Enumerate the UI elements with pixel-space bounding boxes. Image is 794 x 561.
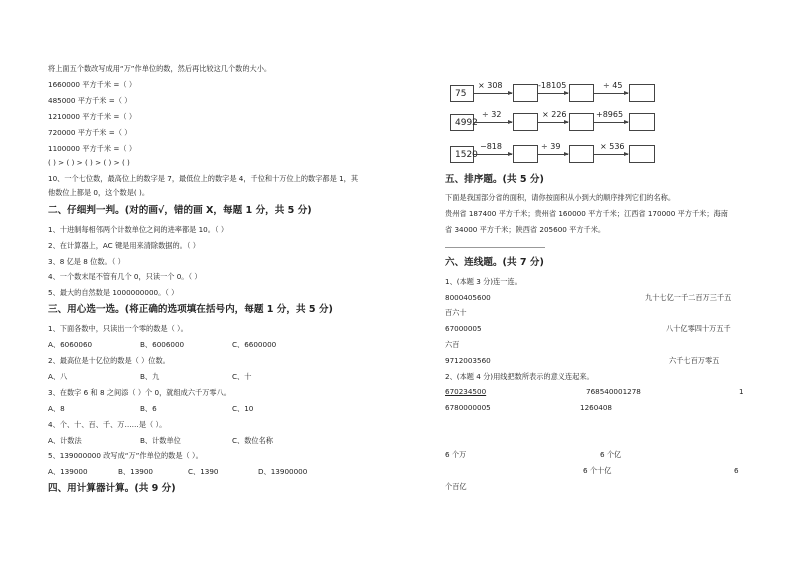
answer-box[interactable] xyxy=(629,145,655,163)
match-q1: 1、(本题 3 分)连一连。 xyxy=(445,277,522,286)
choice-a: A、6060060 xyxy=(48,340,93,349)
divider xyxy=(445,247,545,248)
answer-box[interactable] xyxy=(569,84,594,102)
match-word-wrap: 百六十 xyxy=(445,308,467,317)
match-word[interactable]: 六千七百万零五 xyxy=(669,356,720,365)
answer-box[interactable] xyxy=(569,145,594,163)
intro-text: 将上面五个数改写成用“万”作单位的数，然后再比较这几个数的大小。 xyxy=(48,64,272,73)
section-5-title: 五、排序题。(共 5 分) xyxy=(445,174,544,185)
operation-label: -18105 xyxy=(538,81,567,90)
start-value: 4992 xyxy=(450,114,474,131)
q10-line: 10、一个七位数，最高位上的数字是 7，最低位上的数字是 4，千位和十万位上的数字都是 1，其 xyxy=(48,174,359,183)
digit-number[interactable]: 1260408 xyxy=(580,403,613,412)
convert-row: 1210000 平方千米 =（ ） xyxy=(48,112,137,121)
meaning-label[interactable]: 6 个万 xyxy=(445,450,467,459)
choice-a: A、139000 xyxy=(48,467,88,476)
q10-line: 他数位上都是 0，这个数是( )。 xyxy=(48,188,150,197)
choice-question: 3、在数字 6 和 8 之间添（ ）个 0，就组成六千万零八。 xyxy=(48,388,231,397)
answer-box[interactable] xyxy=(629,84,655,102)
match-number[interactable]: 8000405600 xyxy=(445,293,491,302)
meaning-label[interactable]: 6 xyxy=(734,466,739,475)
section-6-title: 六、连线题。(共 7 分) xyxy=(445,257,544,268)
sort-instruction: 下面是我国部分省的面积，请你按面积从小到大的顺序排列它们的名称。 xyxy=(445,193,676,202)
choice-a: A、八 xyxy=(48,372,68,381)
choice-c: C、10 xyxy=(232,404,254,413)
judge-item: 1、十进制每相邻两个计数单位之间的进率都是 10。（ ） xyxy=(48,225,229,234)
answer-box[interactable] xyxy=(513,145,538,163)
choice-d: D、13900000 xyxy=(258,467,308,476)
section-4-title: 四、用计算器计算。(共 9 分) xyxy=(48,483,176,494)
sort-data: 贵州省 187400 平方千米；贵州省 160000 平方千米；江西省 170000 平方千米；海南 xyxy=(445,209,728,218)
meaning-label[interactable]: 个百亿 xyxy=(445,482,467,491)
judge-item: 4、一个数末尾不管有几个 0，只读一个 0。（ ） xyxy=(48,272,202,281)
operation-label: × 536 xyxy=(600,142,625,151)
choice-question: 2、最高位是十亿位的数是（ ）位数。 xyxy=(48,356,170,365)
match-q2: 2、(本题 4 分)用线把数所表示的意义连起来。 xyxy=(445,372,594,381)
answer-box[interactable] xyxy=(513,84,538,102)
choice-b: B、计数单位 xyxy=(140,436,181,445)
match-number[interactable]: 67000005 xyxy=(445,324,482,333)
answer-box[interactable] xyxy=(513,113,538,131)
choice-b: B、6 xyxy=(140,404,157,413)
match-word-wrap: 六百 xyxy=(445,340,460,349)
convert-row: 485000 平方千米 =（ ） xyxy=(48,96,132,105)
choice-c: C、数位名称 xyxy=(232,436,273,445)
judge-item: 3、8 亿是 8 位数。（ ） xyxy=(48,257,125,266)
compare-row: ( ) > ( ) > ( ) > ( ) > ( ) xyxy=(48,158,130,167)
digit-number[interactable]: 6780000005 xyxy=(445,403,491,412)
choice-question: 1、下面各数中，只读出一个零的数是（ ）。 xyxy=(48,324,188,333)
judge-item: 2、在计算器上，AC 键是用来清除数据的。（ ） xyxy=(48,241,200,250)
choice-c: C、1390 xyxy=(188,467,219,476)
operation-label: × 308 xyxy=(478,81,503,90)
meaning-label[interactable]: 6 个亿 xyxy=(600,450,622,459)
choice-b: B、13900 xyxy=(118,467,153,476)
match-word[interactable]: 八十亿零四十万五千 xyxy=(666,324,731,333)
match-word[interactable]: 九十七亿一千二百万三千五 xyxy=(645,293,732,302)
start-value: 1520 xyxy=(450,146,474,163)
digit-number[interactable]: 768540001278 xyxy=(586,387,641,396)
operation-label: −818 xyxy=(480,142,502,151)
choice-c: C、6600000 xyxy=(232,340,277,349)
operation-label: ÷ 45 xyxy=(603,81,623,90)
choice-a: A、计数法 xyxy=(48,436,82,445)
digit-number[interactable]: 670234500 xyxy=(445,387,487,396)
operation-label: × 226 xyxy=(542,110,567,119)
operation-label: +8965 xyxy=(596,110,624,119)
sort-data: 省 34000 平方千米；陕西省 205600 平方千米。 xyxy=(445,225,606,234)
choice-c: C、十 xyxy=(232,372,252,381)
choice-question: 5、139000000 改写成“万”作单位的数是（ ）。 xyxy=(48,451,203,460)
choice-b: B、九 xyxy=(140,372,160,381)
judge-item: 5、最大的自然数是 1000000000。（ ） xyxy=(48,288,179,297)
section-3-title: 三、用心选一选。(将正确的选项填在括号内，每题 1 分，共 5 分) xyxy=(48,304,333,315)
convert-row: 720000 平方千米 =（ ） xyxy=(48,128,132,137)
operation-label: ÷ 39 xyxy=(541,142,561,151)
start-value: 75 xyxy=(450,85,474,102)
choice-b: B、6006000 xyxy=(140,340,185,349)
convert-row: 1660000 平方千米 =（ ） xyxy=(48,80,137,89)
choice-question: 4、个、十、百、千、万……是（ ）。 xyxy=(48,420,167,429)
section-2-title: 二、仔细判一判。(对的画√，错的画 X，每题 1 分，共 5 分) xyxy=(48,205,312,216)
operation-label: ÷ 32 xyxy=(482,110,502,119)
choice-a: A、8 xyxy=(48,404,65,413)
answer-box[interactable] xyxy=(629,113,655,131)
convert-row: 1100000 平方千米 =（ ） xyxy=(48,144,137,153)
answer-box[interactable] xyxy=(569,113,594,131)
digit-number[interactable]: 1 xyxy=(739,387,744,396)
meaning-label[interactable]: 6 个十亿 xyxy=(583,466,612,475)
match-number[interactable]: 9712003560 xyxy=(445,356,491,365)
